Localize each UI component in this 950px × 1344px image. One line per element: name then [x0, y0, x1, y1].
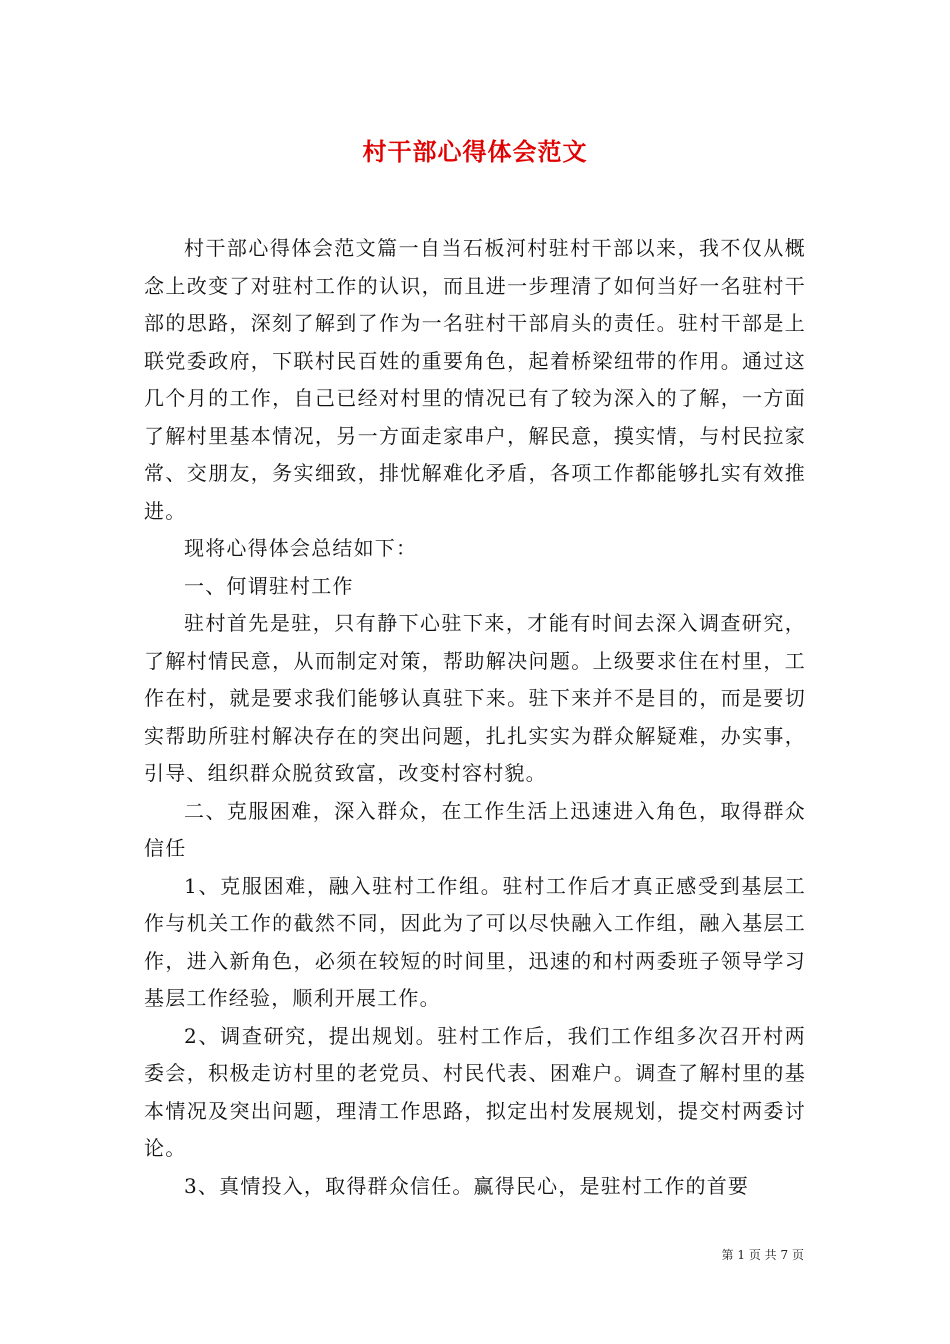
document-title: 村干部心得体会范文: [362, 137, 588, 166]
page-middle: 页 共: [748, 1248, 777, 1262]
paragraph: 现将心得体会总结如下：: [184, 536, 418, 560]
section-heading: 一、何谓驻村工作: [184, 573, 354, 598]
page-current: 1: [737, 1248, 746, 1262]
section-heading: 二、克服困难，深入群众，在工作生活上迅速进入角色，取得群众信任: [144, 798, 806, 860]
page-suffix: 页: [791, 1248, 804, 1262]
paragraph: 驻村首先是驻，只有静下心驻下来，才能有时间去深入调查研究，了解村情民意，从而制定对策，帮助解决问题。上级要求住在村里，工作在村，就是要求我们能够认真驻下来。驻下来并不是目的，而是要切实帮助所驻村解决存在的突出问题，扎扎实实为群众解疑难，办实事，引导、组织群众脱贫致富，改变村容村貌。: [144, 611, 806, 785]
page-prefix: 第: [721, 1248, 734, 1262]
document-body: [144, 230, 806, 1205]
paragraph: 村干部心得体会范文篇一自当石板河村驻村干部以来，我不仅从概念上改变了对驻村工作的认识，而且进一步理清了如何当好一名驻村干部的思路，深刻了解到了作为一名驻村干部肩头的责任。驻村干部是上联党委政府，下联村民百姓的重要角色，起着桥梁纽带的作用。通过这几个月的工作，自己已经对村里的情况已有了较为深入的了解，一方面了解村里基本情况，另一方面走家串户，解民意，摸实情，与村民拉家常、交朋友，务实细致，排忧解难化矛盾，各项工作都能够扎实有效推进。: [144, 236, 806, 523]
page-number: [722, 1246, 804, 1263]
paragraph: 3、真情投入，取得群众信任。赢得民心，是驻村工作的首要: [184, 1173, 750, 1198]
page-total: 7: [780, 1248, 789, 1262]
paragraph: 2、调查研究，提出规划。驻村工作后，我们工作组多次召开村两委会，积极走访村里的老党员、村民代表、困难户。调查了解村里的基本情况及突出问题，理清工作思路，拟定出村发展规划，提交村两委讨论。: [144, 1023, 806, 1160]
paragraph: 1、克服困难，融入驻村工作组。驻村工作后才真正感受到基层工作与机关工作的截然不同，因此为了可以尽快融入工作组，融入基层工作，进入新角色，必须在较短的时间里，迅速的和村两委班子领导学习基层工作经验，顺利开展工作。: [144, 873, 806, 1010]
